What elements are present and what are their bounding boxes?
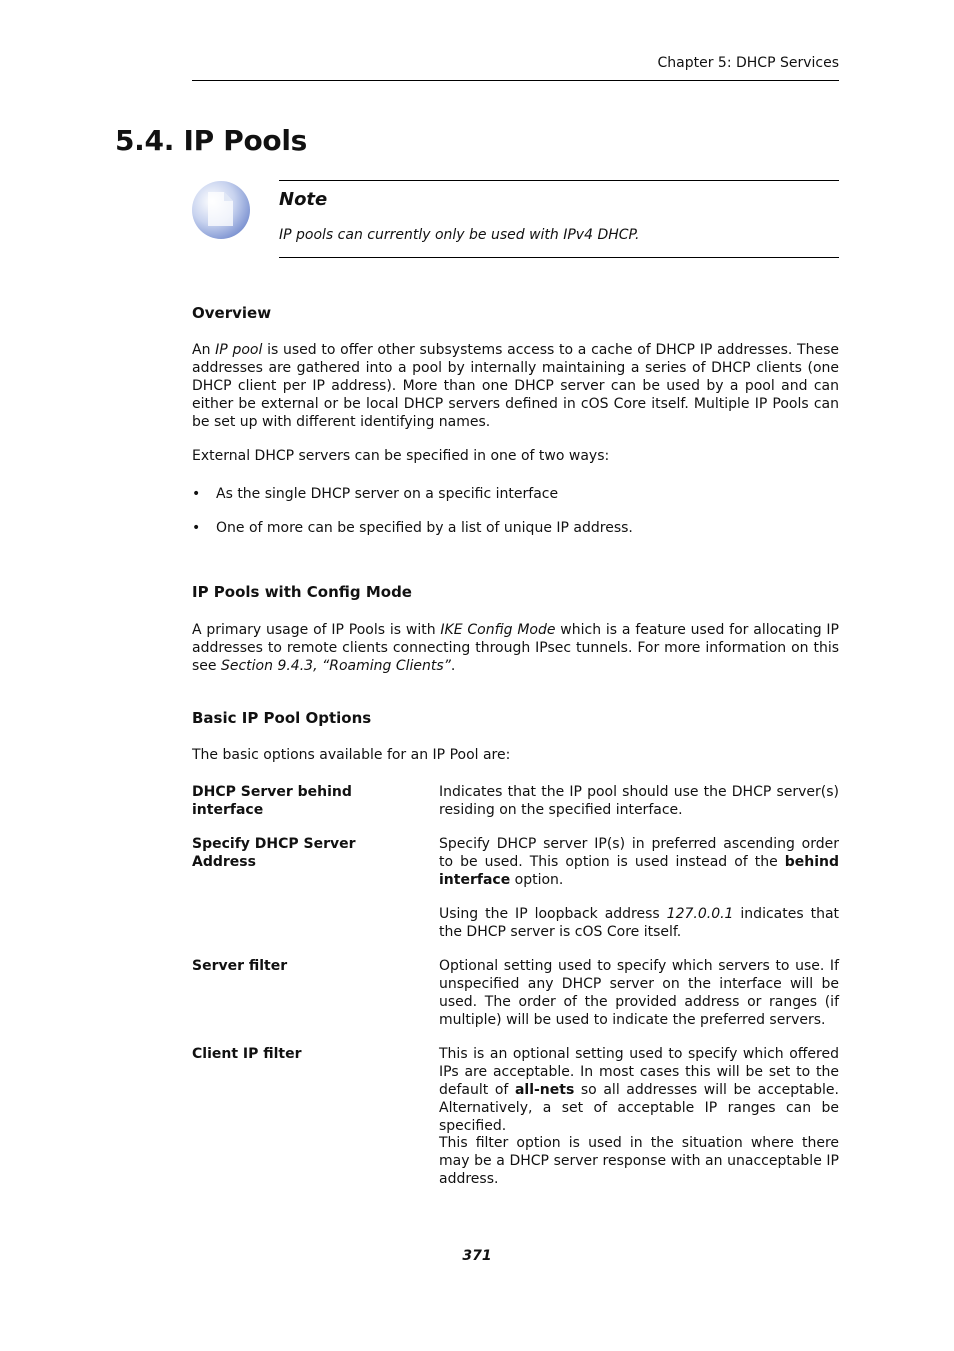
option-description: Using the IP loopback address 127.0.0.1 indicates that the DHCP server is cOS Core itself. bbox=[439, 906, 840, 940]
option-term: Server filter bbox=[192, 958, 288, 974]
option-term: Client IP filter bbox=[192, 1046, 302, 1062]
header-rule bbox=[192, 80, 839, 81]
basic-options-heading: Basic IP Pool Options bbox=[192, 709, 372, 727]
note-text: IP pools can currently only be used with IPv4 DHCP. bbox=[279, 227, 640, 243]
note-icon bbox=[191, 180, 251, 240]
option-term: DHCP Server behind interface bbox=[192, 784, 352, 818]
option-description: This is an optional setting used to specify which offered IPs are acceptable. In most cases this will be set to the default of all-nets so all addresses will be acceptable. Alternatively, a set of acceptable IP ranges can be specified. bbox=[439, 1046, 839, 1134]
overview-paragraph: An IP pool is used to offer other subsystems access to a cache of DHCP IP addresses. These addresses are gathered into a pool by internally maintaining a series of DHCP clients (one DHCP client per IP address). More than one DHCP server can be used by a pool and can either be external or be local DHCP servers defined in cOS Core itself. Multiple IP Pools can be set up with different identifying names. bbox=[192, 342, 839, 430]
term-ip-pool: IP pool bbox=[215, 342, 263, 358]
page-number: 371 bbox=[462, 1248, 492, 1264]
bullet-marker: • bbox=[192, 520, 201, 536]
overview-heading: Overview bbox=[192, 304, 272, 322]
config-mode-heading: IP Pools with Config Mode bbox=[192, 583, 412, 601]
roaming-clients-link[interactable]: Section 9.4.3, “Roaming Clients” bbox=[220, 658, 451, 674]
note-box bbox=[279, 180, 839, 258]
option-term: Specify DHCP Server Address bbox=[192, 836, 356, 870]
option-description: Optional setting used to specify which servers to use. If unspecified any DHCP server on the interface will be used. The order of the provided address or ranges (if multiple) will be used to indicate the preferred servers. bbox=[439, 958, 839, 1028]
option-description: This filter option is used in the situation where there may be a DHCP server response with an unacceptable IP address. bbox=[439, 1135, 839, 1187]
running-header: Chapter 5: DHCP Services bbox=[657, 55, 839, 71]
option-description: Specify DHCP server IP(s) in preferred ascending order to be used. This option is used instead of the behind interface option. bbox=[439, 836, 839, 888]
config-mode-paragraph: A primary usage of IP Pools is with IKE Config Mode which is a feature used for allocating IP addresses to remote clients connecting through IPsec tunnels. For more information on this see Section 9.4.3, “Roaming Clients”. bbox=[192, 622, 839, 674]
basic-options-intro: The basic options available for an IP Pool are: bbox=[192, 747, 511, 763]
bullet-marker: • bbox=[192, 486, 201, 502]
note-title: Note bbox=[279, 189, 328, 210]
section-title: 5.4. IP Pools bbox=[115, 124, 308, 157]
option-description: Indicates that the IP pool should use the DHCP server(s) residing on the specified interface. bbox=[439, 784, 839, 818]
external-servers-paragraph: External DHCP servers can be specified in one of two ways: bbox=[192, 448, 610, 464]
